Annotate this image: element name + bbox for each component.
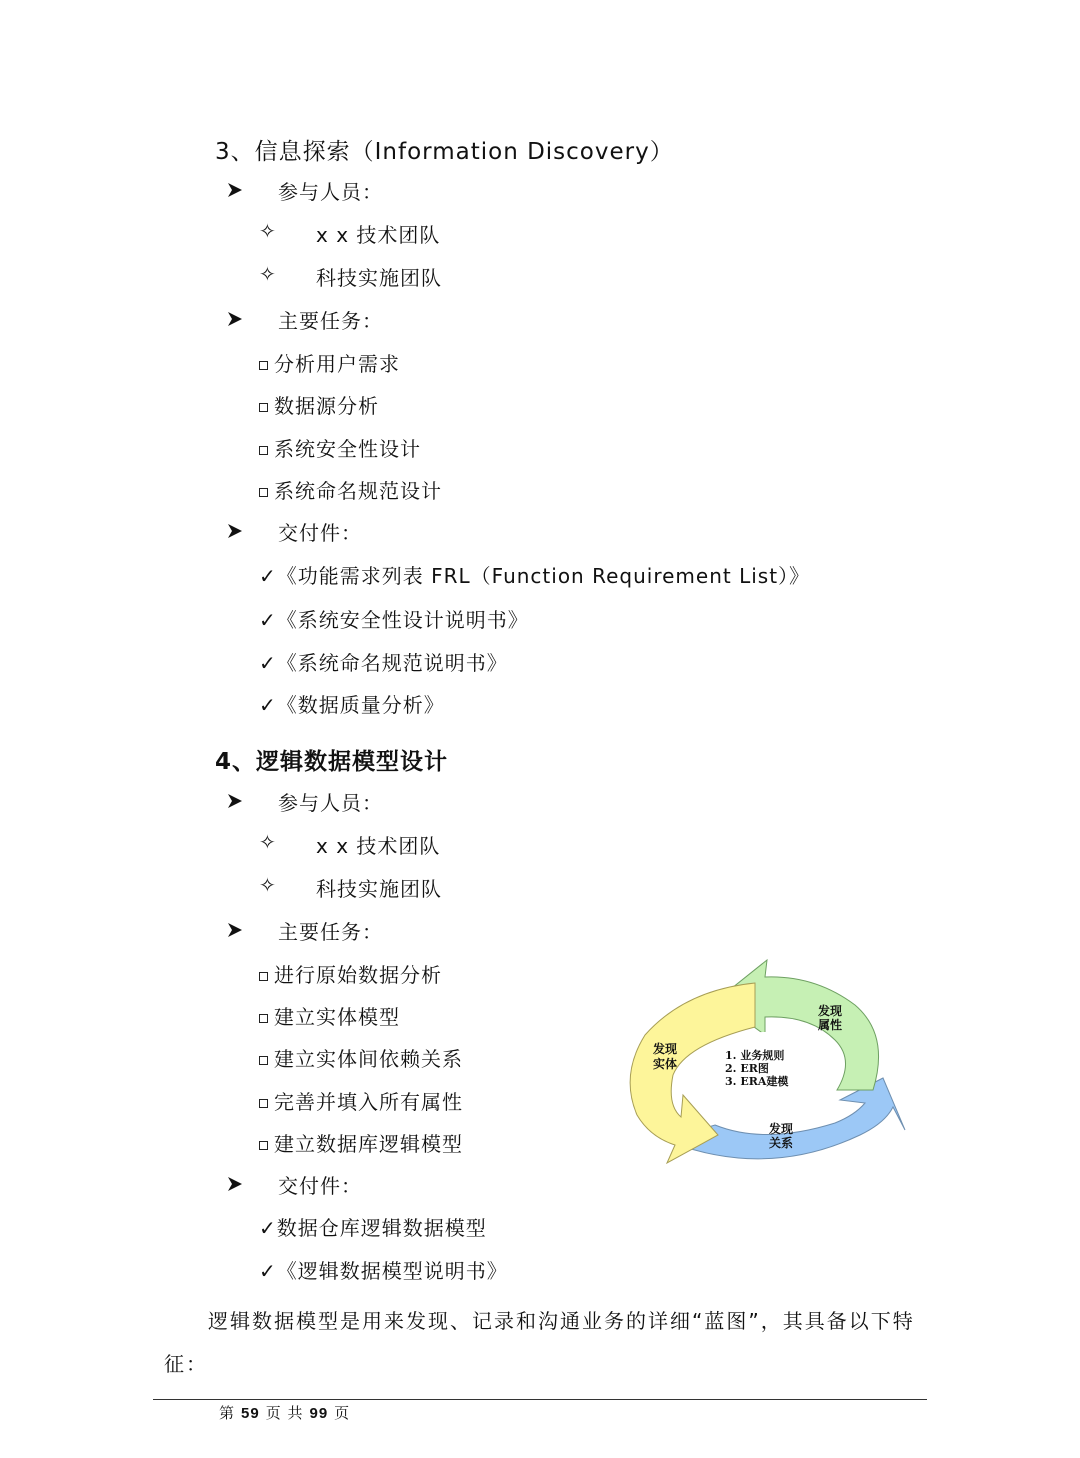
task-item: 系统命名规范设计 (259, 475, 442, 504)
checkbox-square-icon (259, 1014, 268, 1023)
task-item: 数据源分析 (259, 390, 379, 419)
checkmark-icon: ✓ (259, 564, 277, 588)
participants-label: 参与人员： (278, 791, 383, 815)
checkbox-square-icon (259, 403, 268, 412)
participant-item: x x 技术团队 (316, 223, 441, 247)
footer-divider (153, 1399, 927, 1400)
checkmark-icon: ✓ (259, 693, 277, 717)
page-footer (219, 1402, 350, 1423)
deliverable-item: ✓《数据质量分析》 (259, 693, 445, 717)
task-item: 进行原始数据分析 (259, 959, 442, 988)
checkmark-icon: ✓ (259, 1259, 277, 1283)
checkbox-square-icon (259, 446, 268, 455)
tasks-label: 主要任务： (278, 920, 383, 944)
checkbox-square-icon (259, 488, 268, 497)
participant-item: 科技实施团队 (316, 877, 442, 901)
deliverables-label: 交付件： (278, 521, 362, 545)
task-item: 系统安全性设计 (259, 433, 421, 462)
arrowhead-bullet-icon (228, 1177, 242, 1191)
participant-item: 科技实施团队 (316, 266, 442, 290)
segment-label-attributes-2: 属性 (818, 1018, 843, 1032)
deliverable-item: ✓数据仓库逻辑数据模型 (259, 1216, 487, 1240)
checkbox-square-icon (259, 972, 268, 981)
checkbox-square-icon (259, 361, 268, 370)
segment-label-entities-2: 实体 (653, 1057, 678, 1071)
body-paragraph-line-1: 逻辑数据模型是用来发现、记录和沟通业务的详细“蓝图”，其具备以下特 (208, 1309, 915, 1333)
segment-label-relations-2: 关系 (769, 1136, 794, 1150)
center-item: 3. ERA建模 (725, 1075, 789, 1088)
star-bullet-icon: ✧ (259, 873, 276, 897)
task-item: 建立实体间依赖关系 (259, 1043, 463, 1072)
deliverables-label: 交付件： (278, 1174, 362, 1198)
checkmark-icon: ✓ (259, 651, 277, 675)
section-3-heading: 3、信息探索（Information Discovery） (215, 139, 674, 165)
footer-middle: 页 共 (265, 1404, 304, 1422)
arrowhead-bullet-icon (228, 923, 242, 937)
checkmark-icon: ✓ (259, 608, 277, 632)
arrowhead-bullet-icon (228, 524, 242, 538)
center-item: 2. ER图 (725, 1062, 769, 1075)
discovery-cycle-diagram (615, 955, 915, 1170)
footer-suffix: 页 (334, 1404, 351, 1422)
star-bullet-icon: ✧ (259, 219, 276, 243)
arrowhead-bullet-icon (228, 794, 242, 808)
center-item: 1. 业务规则 (725, 1049, 785, 1062)
section-4-heading: 4、逻辑数据模型设计 (215, 749, 449, 775)
participant-item: x x 技术团队 (316, 834, 441, 858)
deliverable-item: ✓《系统安全性设计说明书》 (259, 608, 529, 632)
segment-label-relations-1: 发现 (769, 1122, 794, 1136)
deliverable-item: ✓《逻辑数据模型说明书》 (259, 1259, 508, 1283)
deliverable-item: ✓《功能需求列表 FRL（Function Requirement List）》 (259, 564, 811, 588)
total-page-number: 99 (309, 1405, 329, 1422)
current-page-number: 59 (241, 1405, 260, 1422)
task-item: 完善并填入所有属性 (259, 1086, 463, 1115)
segment-label-entities-1: 发现 (653, 1042, 678, 1056)
tasks-label: 主要任务： (278, 309, 383, 333)
checkbox-square-icon (259, 1099, 268, 1108)
checkbox-square-icon (259, 1056, 268, 1065)
checkbox-square-icon (259, 1141, 268, 1150)
task-item: 分析用户需求 (259, 348, 400, 377)
arrowhead-bullet-icon (228, 312, 242, 326)
arrowhead-bullet-icon (228, 183, 242, 197)
star-bullet-icon: ✧ (259, 262, 276, 286)
body-paragraph-line-2: 征： (164, 1352, 208, 1376)
footer-prefix: 第 (219, 1404, 236, 1422)
task-item: 建立数据库逻辑模型 (259, 1128, 463, 1157)
task-item: 建立实体模型 (259, 1001, 400, 1030)
star-bullet-icon: ✧ (259, 830, 276, 854)
deliverable-item: ✓《系统命名规范说明书》 (259, 651, 508, 675)
participants-label: 参与人员： (278, 180, 383, 204)
segment-label-attributes-1: 发现 (818, 1004, 843, 1018)
checkmark-icon: ✓ (259, 1216, 277, 1240)
